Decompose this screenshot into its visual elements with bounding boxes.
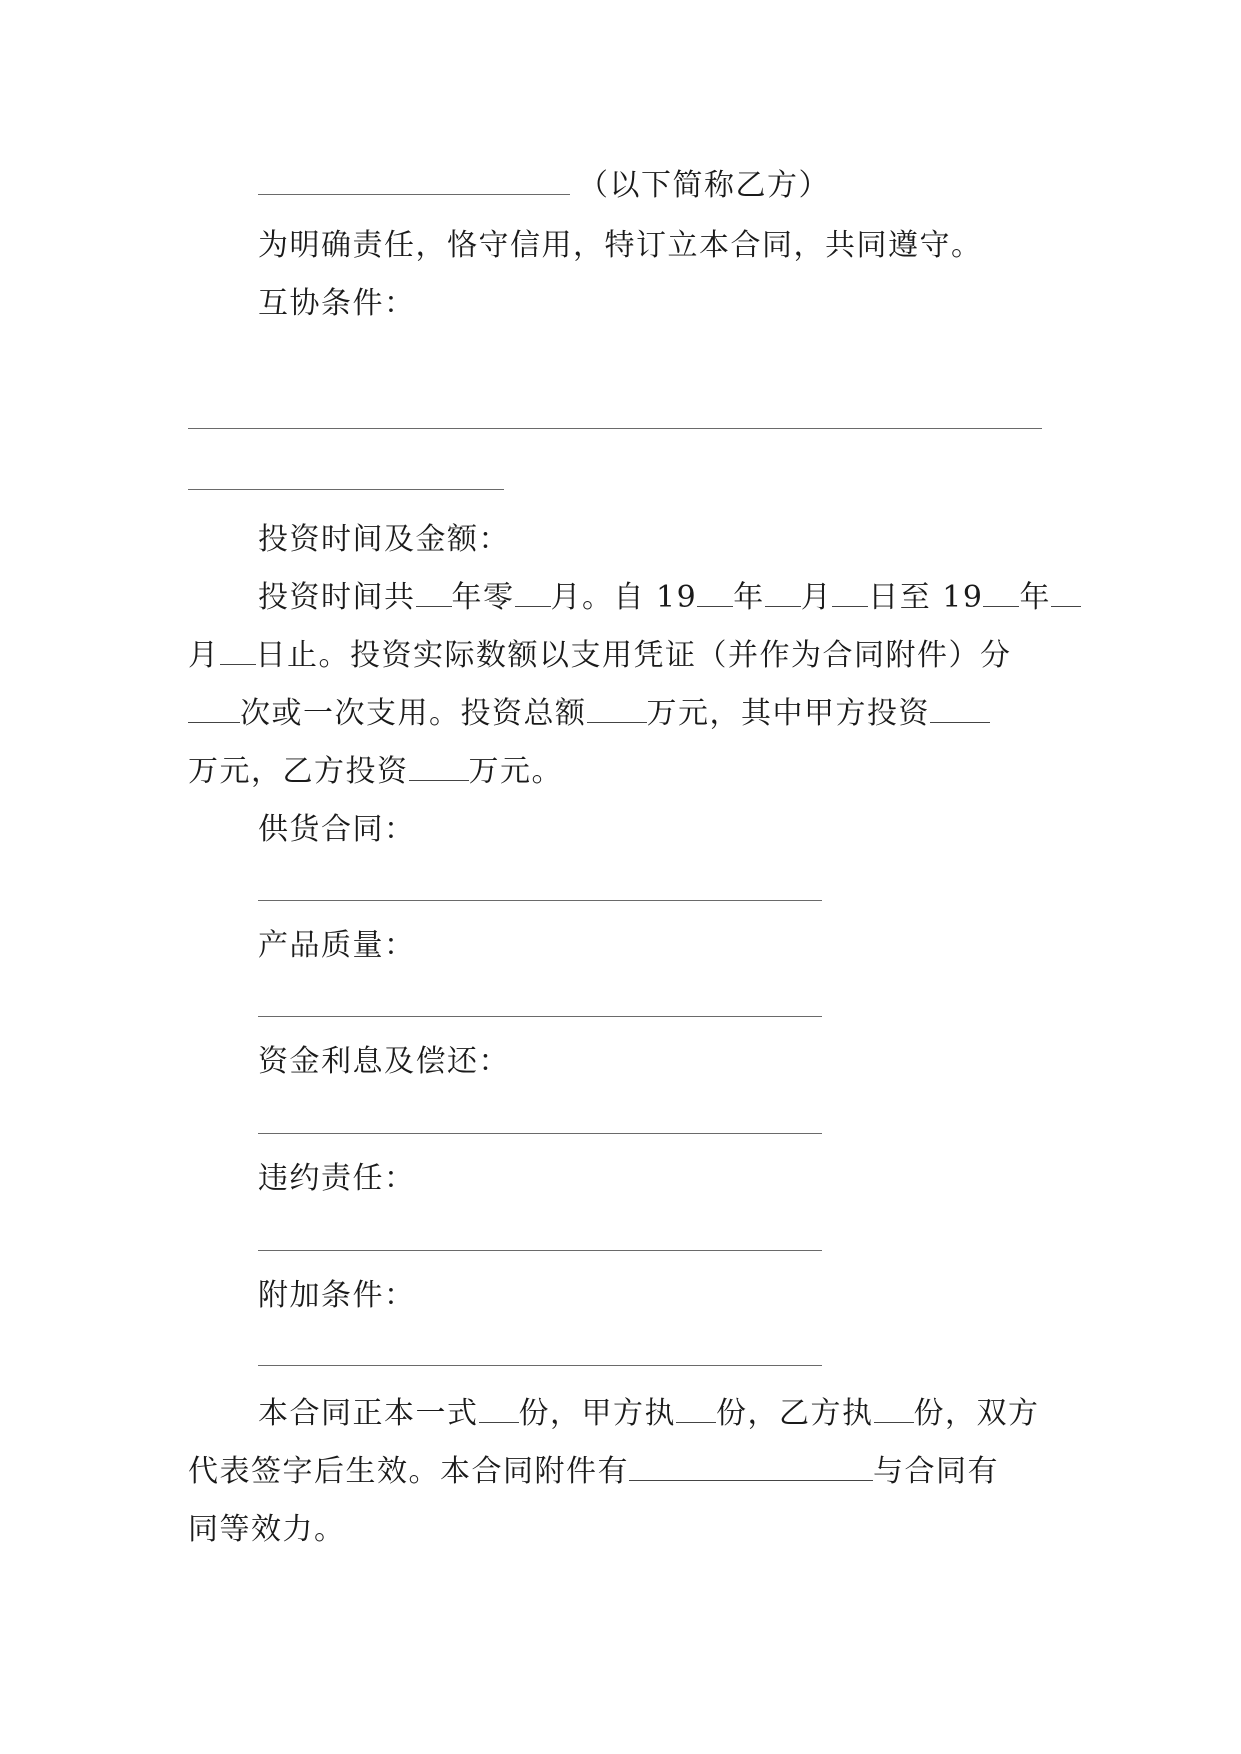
investment-line-2 xyxy=(188,636,1012,676)
total-amount-blank xyxy=(587,694,647,723)
investment-text: 年 xyxy=(733,580,765,615)
investment-line-1 xyxy=(258,578,1081,618)
attachments-blank xyxy=(629,1452,873,1481)
start-year-blank xyxy=(697,578,733,607)
installments-blank xyxy=(188,694,240,723)
investment-text: 万元，其中甲方投资 xyxy=(646,696,930,731)
closing-text: 份，甲方执 xyxy=(518,1396,676,1431)
closing-line-1 xyxy=(258,1394,1040,1434)
heading-conditions: 互协条件： xyxy=(258,286,416,321)
quality-blank xyxy=(258,1016,822,1017)
start-month-blank xyxy=(765,578,801,607)
years-blank xyxy=(416,578,452,607)
closing-text: 份，乙方执 xyxy=(716,1396,874,1431)
start-day-blank xyxy=(832,578,868,607)
closing-text: 份，双方 xyxy=(913,1396,1040,1431)
investment-text: 万元。 xyxy=(468,754,563,789)
heading-breach: 违约责任： xyxy=(258,1161,416,1196)
investment-line-3 xyxy=(188,694,990,734)
closing-text: 代表签字后生效。本合同附件有 xyxy=(188,1454,629,1489)
heading-supply: 供货合同： xyxy=(258,812,416,847)
additional-blank xyxy=(258,1365,822,1366)
party-a-copies-blank xyxy=(676,1394,716,1423)
closing-text: 与合同有 xyxy=(873,1454,999,1489)
investment-line-4 xyxy=(188,752,563,792)
investment-text: 日至 19 xyxy=(868,580,984,615)
investment-text: 月。自 19 xyxy=(550,580,698,615)
intro-paragraph: 为明确责任，恪守信用，特订立本合同，共同遵守。 xyxy=(258,228,983,263)
end-month-blank xyxy=(1051,578,1081,607)
investment-text: 万元，乙方投资 xyxy=(188,754,409,789)
copies-blank xyxy=(479,1394,519,1423)
months-blank xyxy=(515,578,551,607)
party-b-name-blank xyxy=(258,194,570,195)
closing-line-2 xyxy=(188,1452,999,1492)
conditions-blank-2 xyxy=(188,489,504,490)
investment-text: 投资时间共 xyxy=(258,580,416,615)
interest-blank xyxy=(258,1133,822,1134)
party-b-copies-blank xyxy=(874,1394,914,1423)
heading-additional: 附加条件： xyxy=(258,1278,416,1313)
party-b-amount-blank xyxy=(409,752,469,781)
closing-line-3: 同等效力。 xyxy=(188,1512,346,1547)
investment-text: 日止。投资实际数额以支用凭证（并作为合同附件）分 xyxy=(255,638,1012,673)
heading-investment: 投资时间及金额： xyxy=(258,522,510,557)
end-day-blank xyxy=(220,636,256,665)
investment-text: 次或一次支用。投资总额 xyxy=(240,696,587,731)
party-b-suffix: （以下简称乙方） xyxy=(578,168,830,203)
conditions-blank-1 xyxy=(188,428,1042,429)
breach-blank xyxy=(258,1250,822,1251)
heading-quality: 产品质量： xyxy=(258,928,416,963)
investment-text: 年 xyxy=(1019,580,1051,615)
investment-text: 月 xyxy=(800,580,833,615)
heading-interest: 资金利息及偿还： xyxy=(258,1044,510,1079)
end-year-blank xyxy=(983,578,1019,607)
investment-text: 年零 xyxy=(451,580,515,615)
closing-text: 本合同正本一式 xyxy=(258,1396,479,1431)
party-a-amount-blank xyxy=(930,694,990,723)
supply-blank xyxy=(258,900,822,901)
investment-text: 月 xyxy=(188,638,220,673)
